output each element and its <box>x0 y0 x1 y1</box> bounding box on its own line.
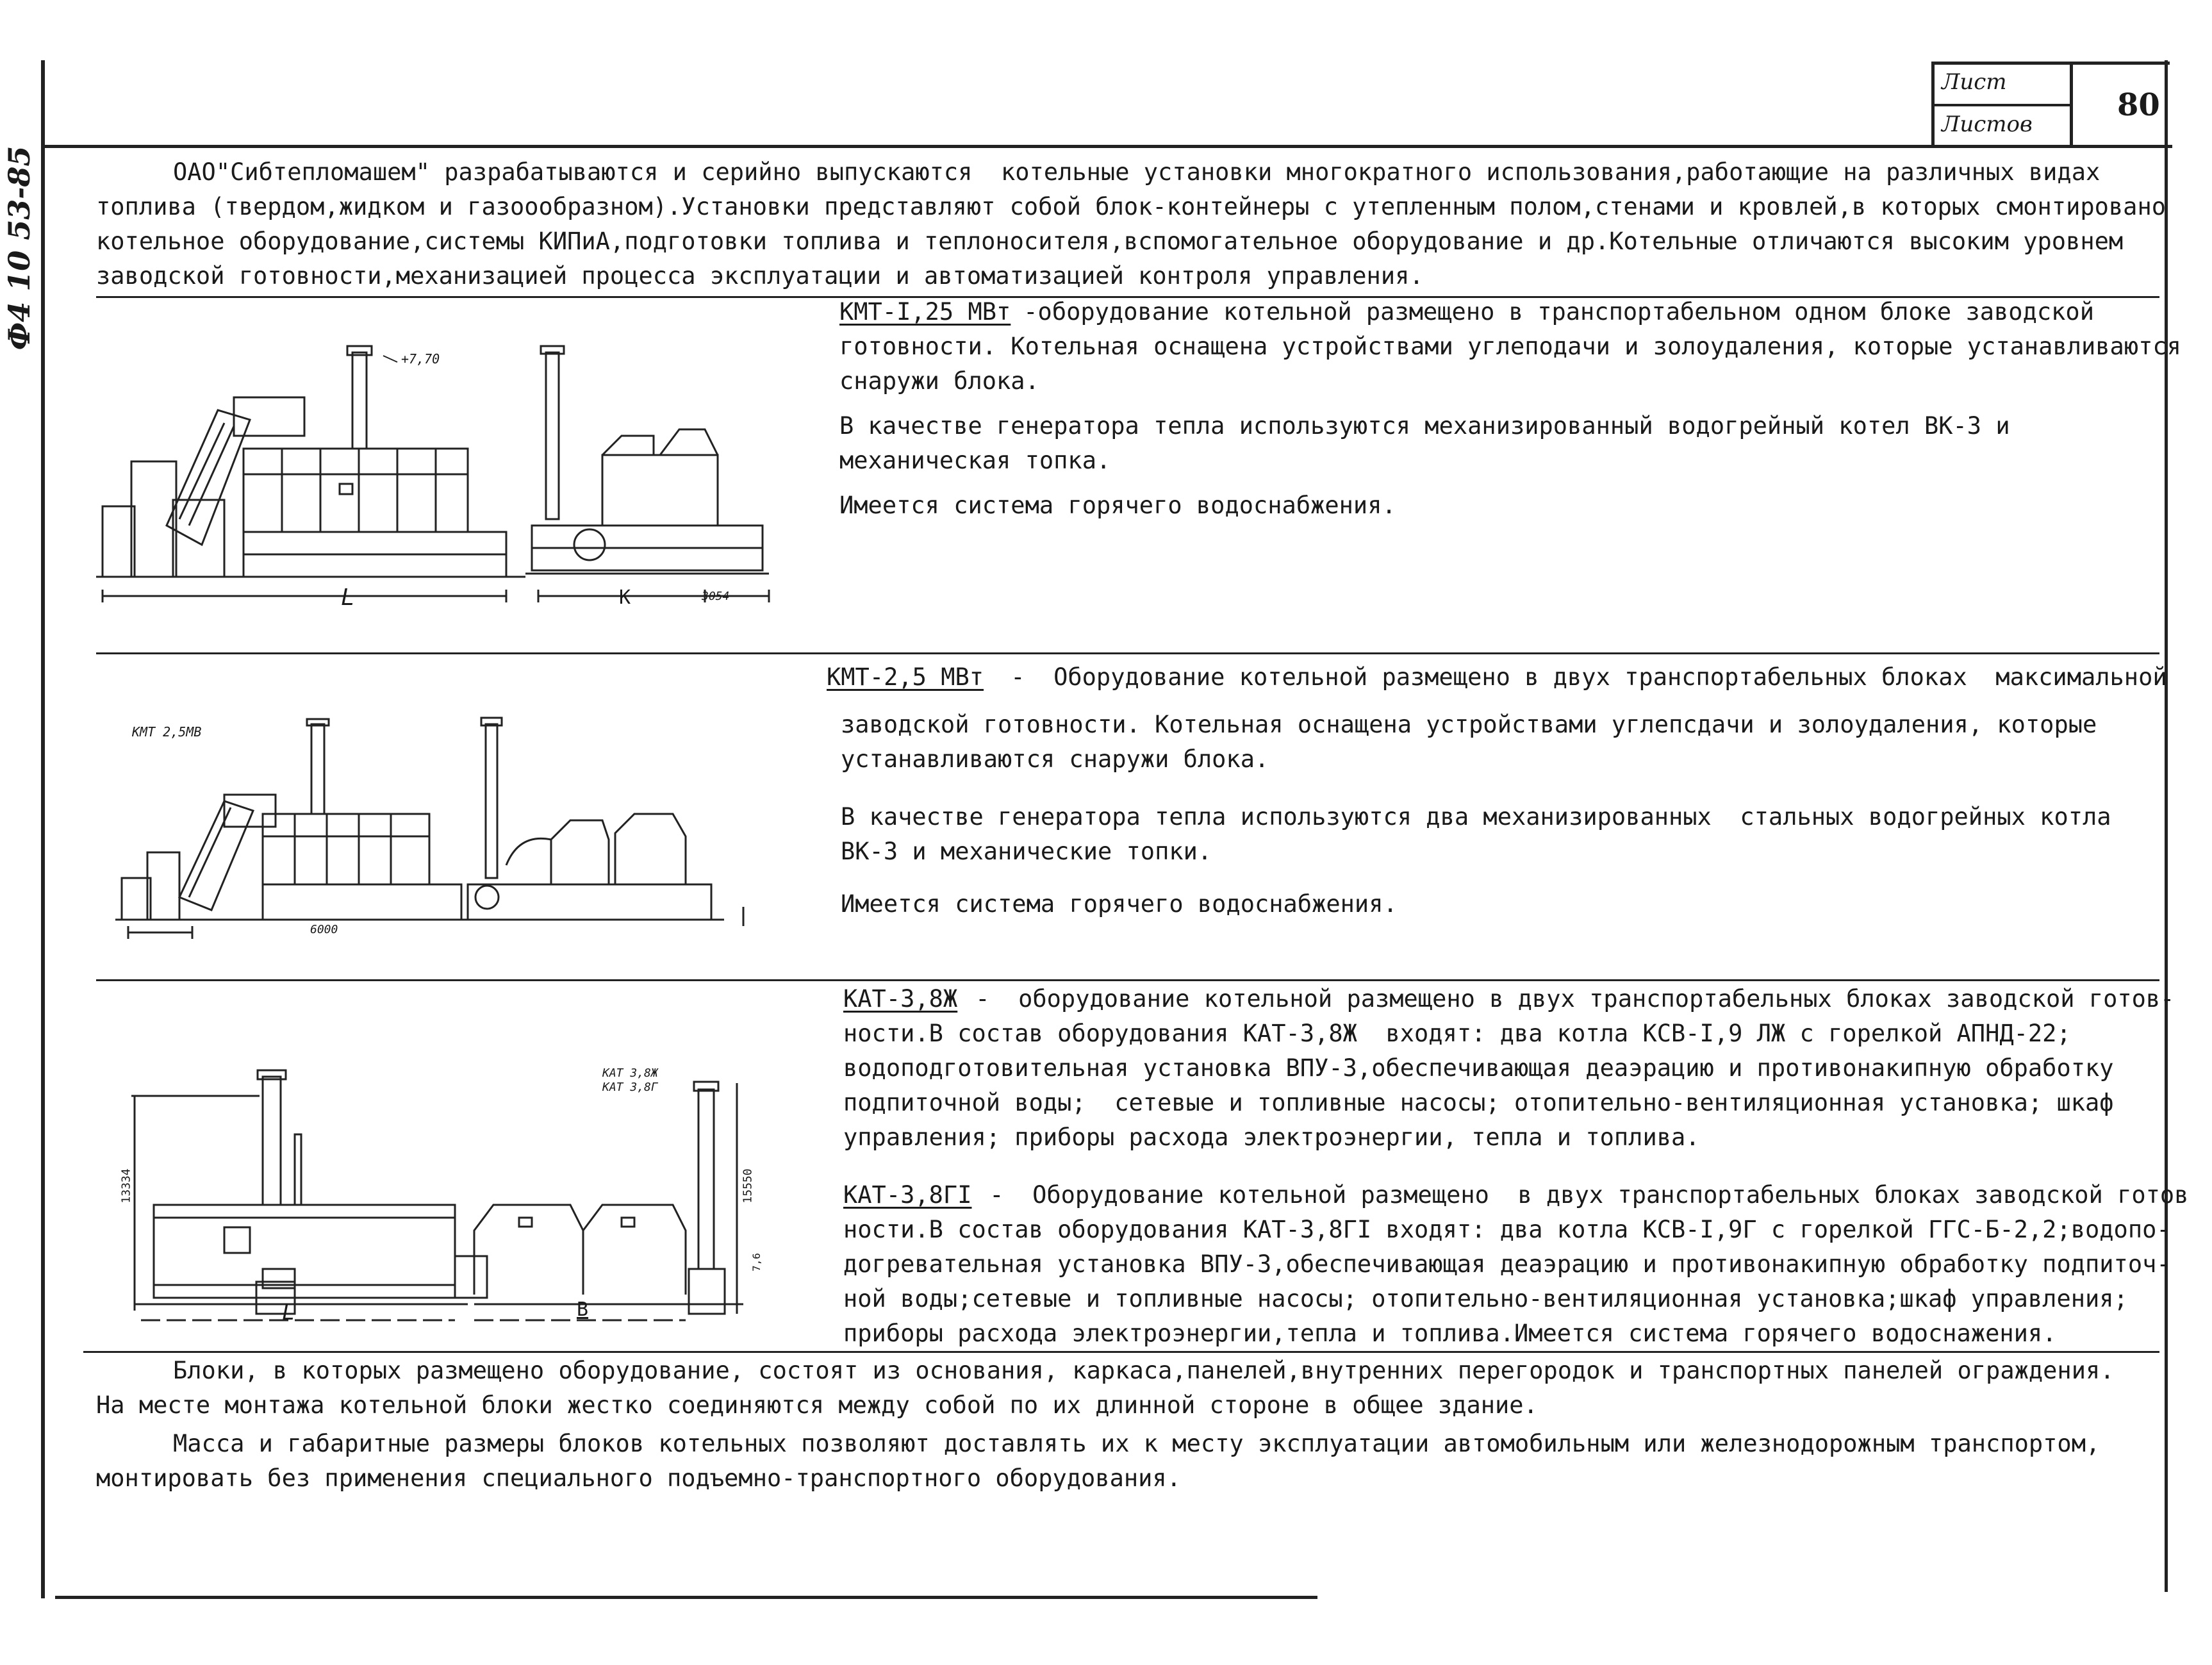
drawing-caption: КАТ 3,8Ж <box>602 1066 658 1080</box>
height-label: 15550 <box>741 1168 755 1204</box>
right-border <box>2165 60 2168 1592</box>
section-line: подпиточной воды; сетевые и топливные насосы; отопительно-вентиляционная установка; шкаф <box>843 1089 2114 1116</box>
section-divider <box>96 979 2159 981</box>
section-line: водоподготовительная установка ВПУ-3,обеспечивающая деаэрацию и противонакипную обработку <box>843 1054 2114 1082</box>
section-line: ности.В состав оборудования КАТ-3,8ГI входят: два котла КСВ-I,9Г с горелкой ГГС-Б-2,2;водопо- <box>843 1216 2171 1243</box>
dim-label-6000: 6000 <box>310 923 338 936</box>
section-line: снаружи блока. <box>839 367 1039 395</box>
dim-label-L: L <box>341 584 355 611</box>
section-divider <box>96 652 2159 654</box>
left-border <box>41 60 45 1598</box>
section-line: В качестве генератора тепла используются два механизированных стальных водогрейных котла <box>841 803 2111 831</box>
section-line: - Оборудование котельной размещено в двух транспортабельных блоках заводской готов <box>975 1181 2189 1209</box>
section-name: КМТ-I,25 МВт <box>839 298 1011 326</box>
section-line: - оборудование котельной размещено в двух транспортабельных блоках заводской готов- <box>961 985 2175 1013</box>
section-line: ности.В состав оборудования КАТ-3,8Ж входят: два котла КСВ-I,9 ЛЖ с горелкой АПНД-22; <box>843 1020 2071 1047</box>
sheet-label: Лист <box>1942 69 2007 95</box>
outro-line: Блоки, в которых размещено оборудование, состоят из основания, каркаса,панелей,внутренних перегородок и транспортных панелей ограждения. <box>173 1357 2115 1384</box>
section-line: - Оборудование котельной размещено в двух транспортабельных блоках максимальной <box>996 663 2167 691</box>
section-name: КМТ-2,5 МВт <box>827 663 984 691</box>
section-name: КАТ-3,8Ж <box>843 985 958 1013</box>
kmt-2-5-drawing <box>109 711 814 955</box>
drawing-caption: КМТ 2,5МВ <box>132 724 202 740</box>
section-line: догревательная установка ВПУ-3,обеспечивающая деаэрацию и противонакипную обработку подпиточ- <box>843 1250 2171 1278</box>
section-divider <box>83 1351 2159 1353</box>
section-line: Имеется система горячего водоснабжения. <box>839 492 1396 519</box>
bottom-rule <box>55 1596 1317 1599</box>
dim-label-K: К <box>619 586 631 609</box>
height-label: 13334 <box>119 1168 133 1204</box>
small-dim-label: 7,6 <box>750 1253 763 1272</box>
dim-label-3054: 3054 <box>702 590 730 603</box>
sheet-number: 80 <box>2117 87 2160 123</box>
section-line: Имеется система горячего водоснабжения. <box>841 890 1398 918</box>
section-line: приборы расхода электроэнергии,тепла и топлива.Имеется система горячего водоснажения. <box>843 1320 2057 1347</box>
sheets-label: Листов <box>1942 112 2033 137</box>
section-line: механическая топка. <box>839 447 1111 474</box>
section-name: КАТ-3,8ГI <box>843 1181 972 1209</box>
elev-label: +7,70 <box>401 351 440 367</box>
title-block <box>1931 62 2170 148</box>
outro-line: монтировать без применения специального подъемно-транспортного оборудования. <box>96 1464 1181 1492</box>
section-line: готовности. Котельная оснащена устройствами углеподачи и золоудаления, которые устанавливаются <box>839 333 2181 360</box>
intro-line: ОАО"Сибтепломашем" разрабатываются и серийно выпускаются котельные установки многократного использования,работающие на различных видах <box>173 158 2101 186</box>
section-line: В качестве генератора тепла используются механизированный водогрейный котел ВК-3 и <box>839 412 2010 440</box>
section-line: заводской готовности. Котельная оснащена устройствами углепсдачи и золоудаления, которые <box>841 711 2097 738</box>
top-rule <box>45 145 2172 148</box>
dim-label-B: B <box>577 1298 589 1321</box>
drawing-caption: КАТ 3,8Г <box>602 1081 658 1094</box>
kat-3-8-drawing <box>119 1064 827 1333</box>
section-line: устанавливаются снаружи блока. <box>841 745 1269 773</box>
section-line: ной воды;сетевые и топливные насосы; отопительно-вентиляционная установка;шкаф управления; <box>843 1285 2128 1313</box>
intro-line: заводской готовности,механизацией процесса эксплуатации и автоматизацией контроля управления. <box>96 262 1424 290</box>
section-line: управления; приборы расхода электроэнергии, тепла и топлива. <box>843 1123 1700 1151</box>
section-line: ВК-3 и механические топки. <box>841 838 1212 865</box>
outro-line: На месте монтажа котельной блоки жестко соединяются между собой по их длинной стороне в общее здание. <box>96 1391 1538 1419</box>
section-line: -оборудование котельной размещено в транспортабельном одном блоке заводской <box>1009 298 2094 326</box>
outro-line: Масса и габаритные размеры блоков котельных позволяют доставлять их к месту эксплуатации автомобильным или железнодорожным транспортом, <box>173 1430 2101 1457</box>
intro-line: котельное оборудование,системы КИПиА,подготовки топлива и теплоносителя,вспомогательное оборудование и др.Котельные отличаются высоким уровнем <box>96 228 2124 255</box>
intro-line: топлива (твердом,жидком и газоообразном).Установки представляют собой блок-контейнеры с утепленным полом,стенами и кровлей,в которых смонтировано <box>96 193 2167 220</box>
dim-label-L: L <box>282 1300 295 1325</box>
document-code: Ф4 10 53-85 <box>2 145 37 351</box>
